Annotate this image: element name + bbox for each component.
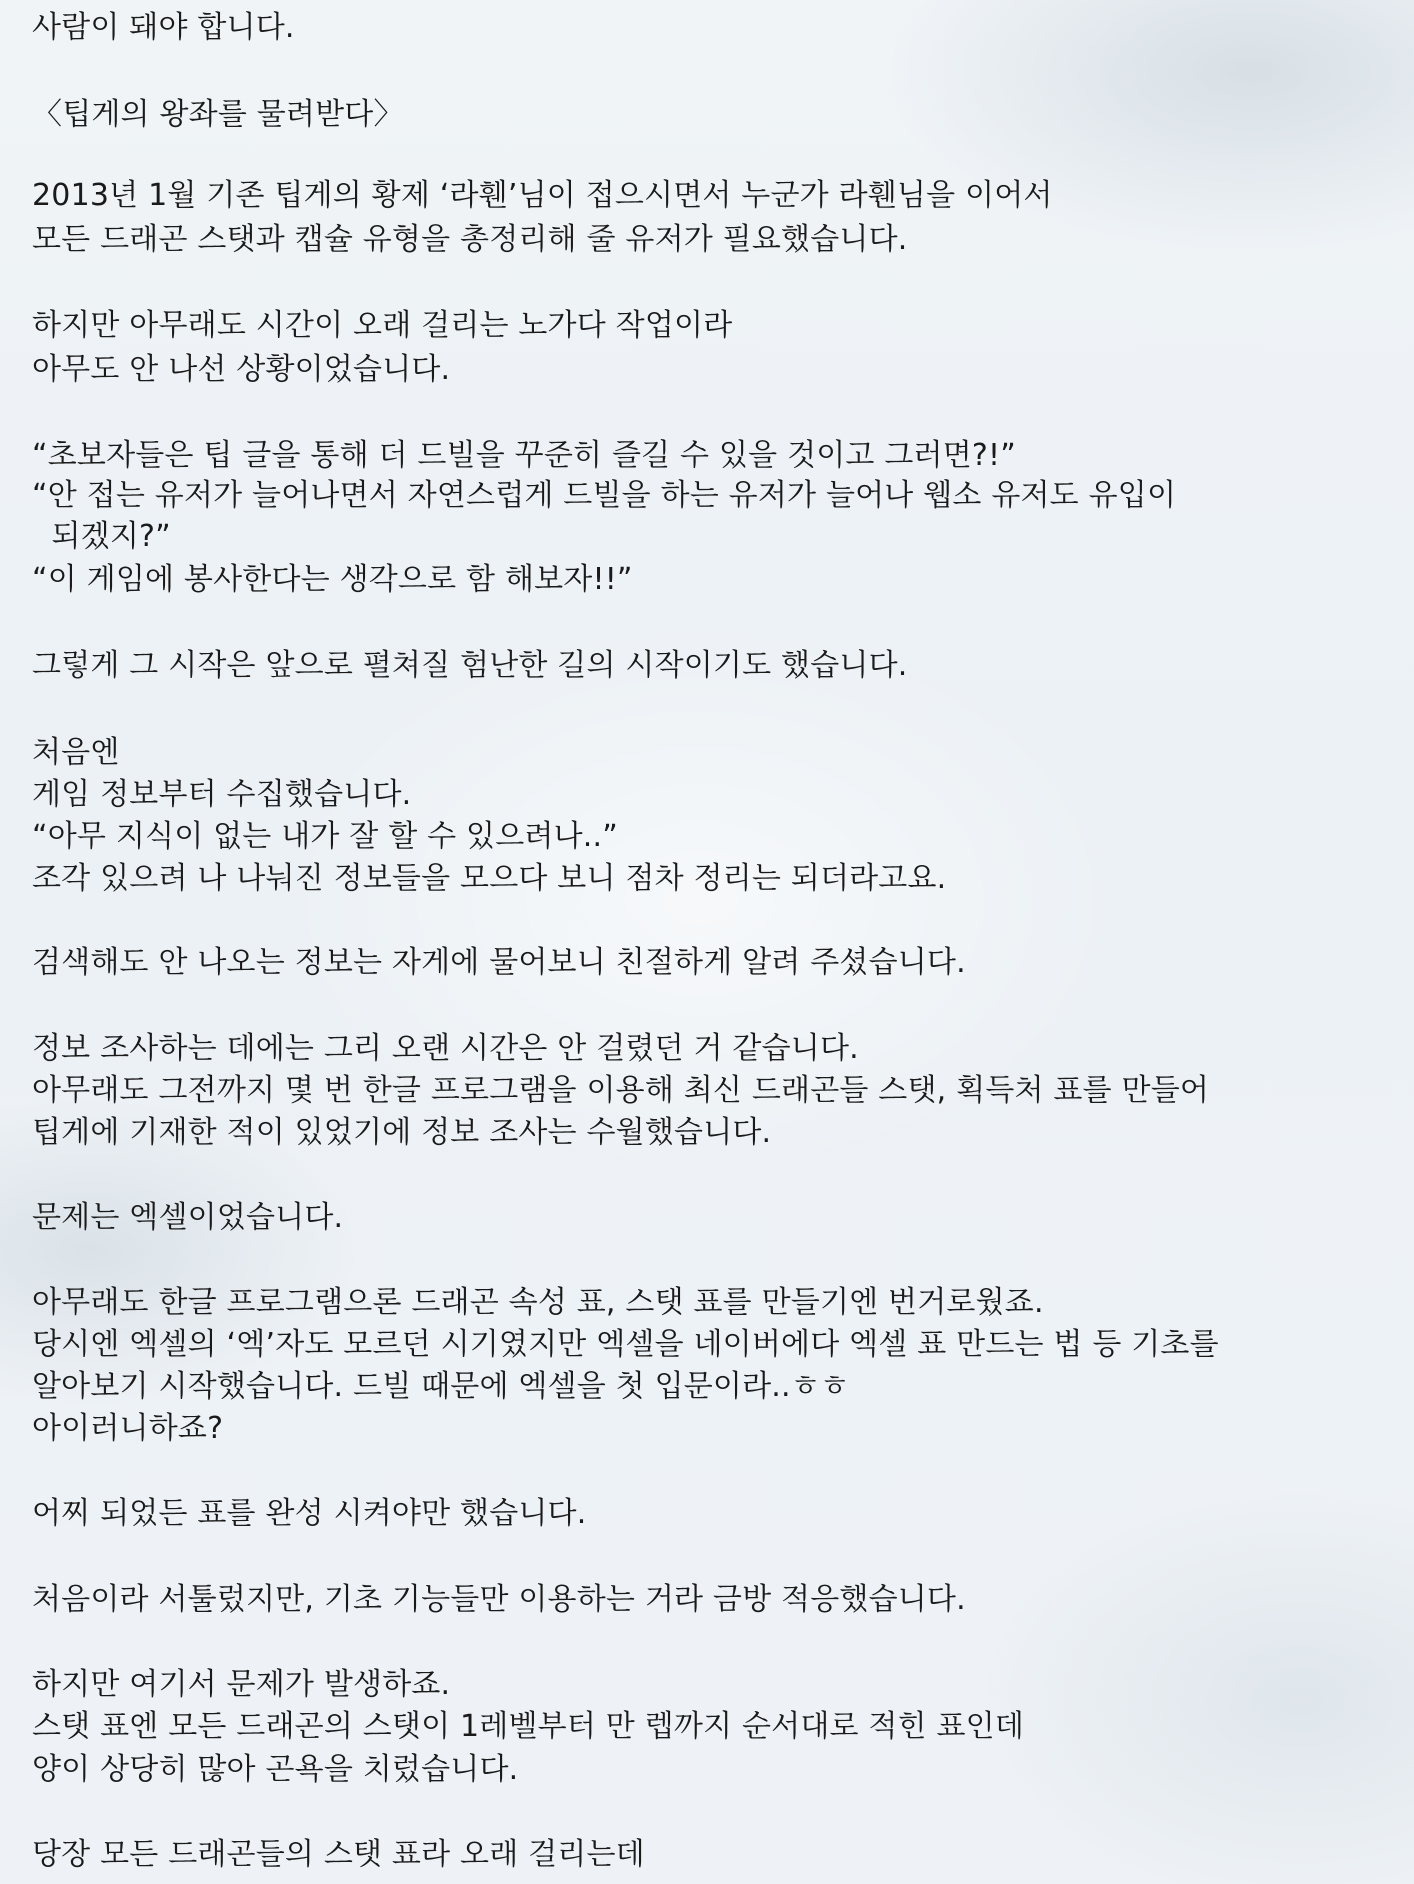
text-line: 양이 상당히 많아 곤욕을 치렀습니다. bbox=[32, 1752, 519, 1787]
text-line: 사람이 돼야 합니다. bbox=[32, 10, 295, 45]
quote-line: “이 게임에 봉사한다는 생각으로 함 해보자!!” bbox=[32, 562, 633, 597]
text-line: 2013년 1월 기존 팁게의 황제 ‘라휀’님이 접으시면서 누군가 라휀님을 이어서 bbox=[32, 178, 1053, 213]
quote-line: “아무 지식이 없는 내가 잘 할 수 있으려나..” bbox=[32, 819, 618, 854]
text-line: 어찌 되었든 표를 완성 시켜야만 했습니다. bbox=[32, 1496, 587, 1531]
text-line: 정보 조사하는 데에는 그리 오랜 시간은 안 걸렸던 거 같습니다. bbox=[32, 1031, 859, 1066]
text-line: 그렇게 그 시작은 앞으로 펼쳐질 험난한 길의 시작이기도 했습니다. bbox=[32, 648, 908, 683]
text-line: 게임 정보부터 수집했습니다. bbox=[32, 777, 412, 812]
text-line: 검색해도 안 나오는 정보는 자게에 물어보니 친절하게 알려 주셨습니다. bbox=[32, 945, 966, 980]
text-line: 처음엔 bbox=[32, 735, 120, 770]
text-line: 아무래도 한글 프로그램으론 드래곤 속성 표, 스탯 표를 만들기엔 번거로웠죠. bbox=[32, 1285, 1044, 1320]
text-line: 아무래도 그전까지 몇 번 한글 프로그램을 이용해 최신 드래곤들 스탯, 획득처 표를 만들어 bbox=[32, 1073, 1210, 1108]
text-line: 스탯 표엔 모든 드래곤의 스탯이 1레벨부터 만 렙까지 순서대로 적힌 표인데 bbox=[32, 1709, 1025, 1744]
text-line: 하지만 아무래도 시간이 오래 걸리는 노가다 작업이라 bbox=[32, 308, 733, 343]
quote-line: 되겠지?” bbox=[32, 519, 171, 554]
section-heading: 〈팁게의 왕좌를 물려받다〉 bbox=[32, 97, 404, 132]
text-line: 하지만 여기서 문제가 발생하죠. bbox=[32, 1667, 451, 1702]
quote-line: “초보자들은 팁 글을 통해 더 드빌을 꾸준히 즐길 수 있을 것이고 그러면?!” bbox=[32, 438, 1016, 473]
text-line: 당장 모든 드래곤들의 스탯 표라 오래 걸리는데 bbox=[32, 1837, 645, 1872]
text-line: 당시엔 엑셀의 ‘엑’자도 모르던 시기였지만 엑셀을 네이버에다 엑셀 표 만드는 법 등 기초를 bbox=[32, 1327, 1219, 1362]
text-line: 처음이라 서툴렀지만, 기초 기능들만 이용하는 거라 금방 적응했습니다. bbox=[32, 1582, 966, 1617]
text-line: 아이러니하죠? bbox=[32, 1411, 224, 1446]
text-line: 문제는 엑셀이었습니다. bbox=[32, 1200, 344, 1235]
text-line: 조각 있으려 나 나눠진 정보들을 모으다 보니 점차 정리는 되더라고요. bbox=[32, 861, 947, 896]
text-line: 모든 드래곤 스탯과 캡슐 유형을 총정리해 줄 유저가 필요했습니다. bbox=[32, 222, 908, 257]
text-line: 아무도 안 나선 상황이었습니다. bbox=[32, 352, 451, 387]
text-line: 알아보기 시작했습니다. 드빌 때문에 엑셀을 첫 입문이라..ㅎㅎ bbox=[32, 1369, 850, 1404]
text-line: 팁게에 기재한 적이 있었기에 정보 조사는 수월했습니다. bbox=[32, 1115, 772, 1150]
quote-line: “안 접는 유저가 늘어나면서 자연스럽게 드빌을 하는 유저가 늘어나 웹소 유저도 유입이 bbox=[32, 478, 1177, 513]
